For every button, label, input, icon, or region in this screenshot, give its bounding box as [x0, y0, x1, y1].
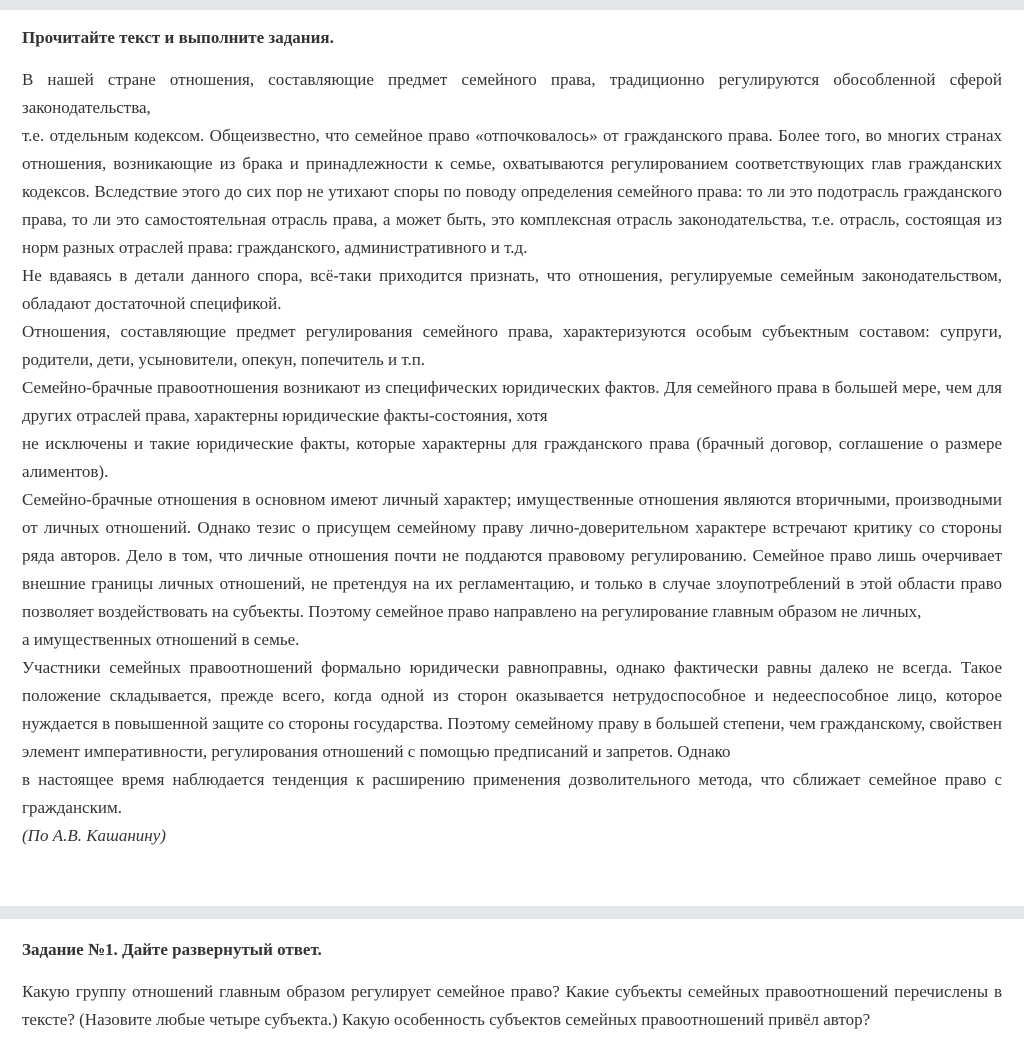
task-section: [0, 919, 1024, 1054]
attribution: (По А.В. Кашанину): [22, 826, 166, 845]
reading-paragraph: Отношения, составляющие предмет регулирования семейного права, характеризуются особым субъектным составом: супруги, родители, дети, усыновители, опекун, попечитель и т.п.: [22, 322, 1002, 369]
reading-instruction: Прочитайте текст и выполните задания.: [22, 28, 334, 47]
section-divider: [0, 906, 1024, 919]
reading-paragraph: а имущественных отношений в семье.: [22, 630, 300, 649]
reading-paragraph: В нашей стране отношения, составляющие предмет семейного права, традиционно регулируются обособленной сферой законодательства,: [22, 70, 1002, 117]
reading-paragraph: Не вдаваясь в детали данного спора, всё-таки приходится признать, что отношения, регулируемые семейным законодательством, обладают достаточной спецификой.: [22, 266, 1002, 313]
reading-paragraph: Участники семейных правоотношений формально юридически равноправны, однако фактически равны далеко не всегда. Такое положение складывается, прежде всего, когда одной из сторон оказывается нетрудоспособное и недееспособное лицо, которое нуждается в повышенной защите со стороны государства. Поэтому семейному праву в большей степени, чем гражданскому, свойствен элемент императивности, регулирования отношений с помощью предписаний и запретов. Однако: [22, 658, 1002, 761]
top-divider: [0, 0, 1024, 10]
reading-paragraph: т.е. отдельным кодексом. Общеизвестно, что семейное право «отпочковалось» от гражданского права. Более того, во многих странах отношения, возникающие из брака и принадлежности к семье, охватываются регулированием соответствующих глав гражданских кодексов. Вследствие этого до сих пор не утихают споры по поводу определения семейного права: то ли это подотрасль гражданского права, то ли это самостоятельная отрасль права, а может быть, это комплексная отрасль законодательства, т.е. отрасль, состоящая из норм разных отраслей права: гражданского, административного и т.д.: [22, 126, 1002, 257]
reading-section: [0, 10, 1024, 906]
reading-paragraph: в настоящее время наблюдается тенденция к расширению применения дозволительного метода, что сближает семейное право с гражданским.: [22, 770, 1002, 817]
reading-paragraphs: [22, 66, 1002, 822]
reading-paragraph: не исключены и такие юридические факты, которые характерны для гражданского права (брачный договор, соглашение о размере алиментов).: [22, 434, 1002, 481]
reading-paragraph: Семейно-брачные отношения в основном имеют личный характер; имущественные отношения являются вторичными, производными от личных отношений. Однако тезис о присущем семейному праву лично-доверительном характере встречают критику со стороны ряда авторов. Дело в том, что личные отношения почти не поддаются правовому регулированию. Семейное право лишь очерчивает внешние границы личных отношений, не претендуя на их регламентацию, и только в случае злоупотреблений в этой области право позволяет воздействовать на субъекты. Поэтому семейное право направлено на регулирование главным образом не личных,: [22, 490, 1002, 621]
task-question: Какую группу отношений главным образом регулирует семейное право? Какие субъекты семейных правоотношений перечислены в тексте? (Назовите любые четыре субъекта.) Какую особенность субъектов семейных правоотношений привёл автор?: [22, 982, 1002, 1029]
task-title: Задание №1. Дайте развернутый ответ.: [22, 940, 322, 959]
reading-paragraph: Семейно-брачные правоотношения возникают из специфических юридических фактов. Для семейного права в большей мере, чем для других отраслей права, характерны юридические факты-состояния, хотя: [22, 378, 1002, 425]
